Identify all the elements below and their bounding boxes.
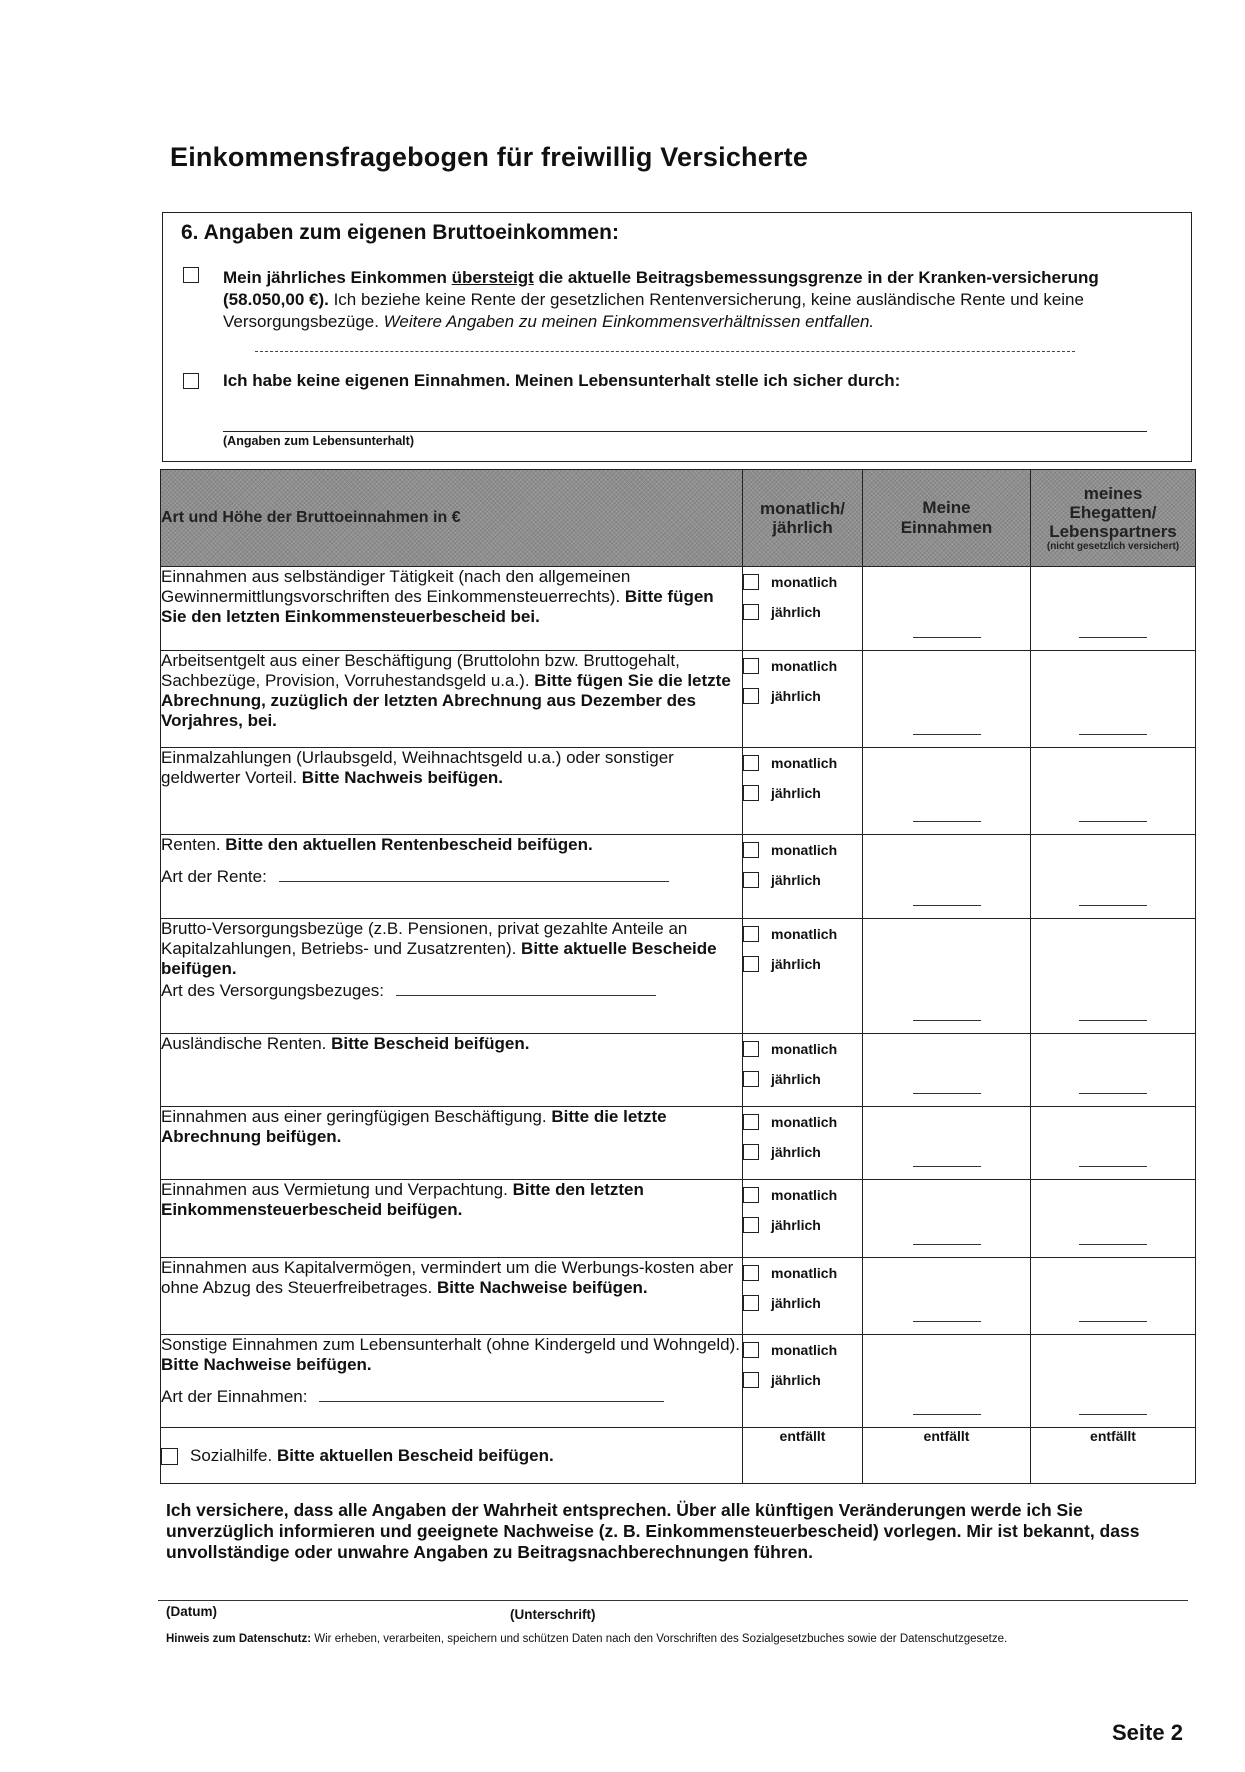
my-income-input-line[interactable] [913, 1321, 981, 1322]
yearly-label: jährlich [771, 1071, 821, 1087]
page-number: Seite 2 [1112, 1720, 1183, 1745]
income-row [161, 1258, 1196, 1335]
date-label: (Datum) [166, 1604, 217, 1619]
income-table [160, 469, 1196, 1484]
spouse-income-input-line[interactable] [1079, 1414, 1147, 1415]
art-label: Art des Versorgungsbezuges: [161, 981, 385, 1000]
spouse-income-cell[interactable] [1031, 1180, 1196, 1258]
monthly-checkbox[interactable] [743, 1342, 759, 1358]
lebensunterhalt-input-line[interactable] [223, 431, 1147, 432]
monthly-checkbox[interactable] [743, 755, 759, 771]
art-input-line[interactable] [279, 865, 669, 882]
spouse-income-cell[interactable] [1031, 1335, 1196, 1428]
yearly-label: jährlich [771, 1372, 821, 1388]
period-cell [743, 919, 863, 1034]
sozialhilfe-row [161, 1428, 1196, 1484]
yearly-label: jährlich [771, 785, 821, 801]
privacy-notice: Hinweis zum Datenschutz: Wir erheben, verarbeiten, speichern und schützen Daten nach den Vorschriften des Sozialgesetzbuches sowie der Datenschutzgesetze. [166, 1633, 1008, 1645]
monthly-checkbox[interactable] [743, 926, 759, 942]
spouse-income-input-line[interactable] [1079, 1244, 1147, 1245]
dashed-separator [255, 351, 1075, 352]
period-cell [743, 1107, 863, 1180]
monthly-label: monatlich [771, 842, 838, 858]
my-income-cell[interactable] [863, 1034, 1031, 1107]
yearly-checkbox[interactable] [743, 872, 759, 888]
spouse-income-cell[interactable] [1031, 1034, 1196, 1107]
monthly-label: monatlich [771, 755, 838, 771]
period-cell [743, 748, 863, 835]
income-type-description: Einnahmen aus Vermietung und Verpachtung. Bitte den letzten Einkommensteuerbescheid beifügen. [161, 1180, 743, 1258]
spouse-income-input-line[interactable] [1079, 905, 1147, 906]
art-label: Art der Rente: [161, 867, 267, 886]
spouse-income-input-line[interactable] [1079, 1321, 1147, 1322]
period-cell [743, 651, 863, 748]
income-row [161, 1335, 1196, 1428]
yearly-checkbox[interactable] [743, 956, 759, 972]
my-income-input-line[interactable] [913, 821, 981, 822]
monthly-checkbox[interactable] [743, 1187, 759, 1203]
my-income-cell[interactable] [863, 1258, 1031, 1335]
my-income-cell[interactable] [863, 1107, 1031, 1180]
monthly-checkbox[interactable] [743, 1114, 759, 1130]
income-row [161, 835, 1196, 919]
yearly-checkbox[interactable] [743, 1071, 759, 1087]
monthly-label: monatlich [771, 658, 838, 674]
income-exceeds-limit-checkbox[interactable] [183, 267, 199, 283]
income-type-description: Ausländische Renten. Bitte Bescheid beifügen. [161, 1034, 743, 1107]
monthly-checkbox[interactable] [743, 842, 759, 858]
header-my-income: Meine Einnahmen [863, 470, 1031, 567]
my-income-input-line[interactable] [913, 1093, 981, 1094]
income-type-description: Arbeitsentgelt aus einer Beschäftigung (Bruttolohn bzw. Bruttogehalt, Sachbezüge, Provision, Vorruhestandsgeld u.a.). Bitte fügen Sie die letzte Abrechnung, zuzüglich der letzten Abrechnung aus Dezember des Vorjahres, bei. [161, 651, 743, 748]
my-income-input-line[interactable] [913, 1166, 981, 1167]
yearly-label: jährlich [771, 1144, 821, 1160]
income-type-description: Einnahmen aus selbständiger Tätigkeit (nach den allgemeinen Gewinnermittlungsvorschriften des Einkommensteuerrechts). Bitte fügen Sie den letzten Einkommensteuerbescheid bei. [161, 567, 743, 651]
my-income-cell[interactable] [863, 651, 1031, 748]
signature-line[interactable] [158, 1600, 1188, 1601]
spouse-income-cell[interactable] [1031, 748, 1196, 835]
yearly-label: jährlich [771, 688, 821, 704]
income-row [161, 651, 1196, 748]
yearly-label: jährlich [771, 604, 821, 620]
period-cell [743, 1258, 863, 1335]
my-income-input-line[interactable] [913, 637, 981, 638]
income-row [161, 1180, 1196, 1258]
art-input-line[interactable] [396, 979, 656, 996]
spouse-income-input-line[interactable] [1079, 637, 1147, 638]
monthly-checkbox[interactable] [743, 1265, 759, 1281]
my-income-cell[interactable] [863, 835, 1031, 919]
monthly-label: monatlich [771, 926, 838, 942]
monthly-label: monatlich [771, 1114, 838, 1130]
my-income-cell[interactable] [863, 748, 1031, 835]
period-cell [743, 1335, 863, 1428]
monthly-label: monatlich [771, 1265, 838, 1281]
income-row [161, 1034, 1196, 1107]
income-type-description: Brutto-Versorgungsbezüge (z.B. Pensionen, privat gezahlte Anteile an Kapitalzahlungen, Betriebs- und Zusatzrenten). Bitte aktuelle Bescheide beifügen. Art des Versorgungsbezuges: [161, 919, 743, 1034]
my-income-entfaellt: entfällt [863, 1428, 1031, 1484]
spouse-income-input-line[interactable] [1079, 821, 1147, 822]
yearly-label: jährlich [771, 956, 821, 972]
section-6-heading: 6. Angaben zum eigenen Bruttoeinkommen: [181, 221, 619, 244]
sozialhilfe-description: Sozialhilfe. Bitte aktuellen Bescheid beifügen. [161, 1428, 743, 1484]
spouse-income-cell[interactable] [1031, 651, 1196, 748]
income-type-description: Renten. Bitte den aktuellen Rentenbescheid beifügen. Art der Rente: [161, 835, 743, 919]
spouse-income-input-line[interactable] [1079, 1093, 1147, 1094]
yearly-checkbox[interactable] [743, 1372, 759, 1388]
yearly-label: jährlich [771, 872, 821, 888]
monthly-checkbox[interactable] [743, 574, 759, 590]
header-period: monatlich/ jährlich [743, 470, 863, 567]
spouse-income-input-line[interactable] [1079, 734, 1147, 735]
yearly-checkbox[interactable] [743, 1217, 759, 1233]
sozialhilfe-checkbox[interactable] [161, 1448, 178, 1465]
monthly-label: monatlich [771, 1041, 838, 1057]
my-income-cell[interactable] [863, 919, 1031, 1034]
my-income-input-line[interactable] [913, 734, 981, 735]
monthly-label: monatlich [771, 574, 838, 590]
yearly-checkbox[interactable] [743, 1144, 759, 1160]
spouse-income-cell[interactable] [1031, 567, 1196, 651]
income-row [161, 748, 1196, 835]
my-income-input-line[interactable] [913, 1244, 981, 1245]
income-type-description: Einnahmen aus einer geringfügigen Beschäftigung. Bitte die letzte Abrechnung beifügen. [161, 1107, 743, 1180]
monthly-checkbox[interactable] [743, 1041, 759, 1057]
my-income-input-line[interactable] [913, 905, 981, 906]
spouse-income-entfaellt: entfällt [1031, 1428, 1196, 1484]
header-description: Art und Höhe der Bruttoeinnahmen in € [161, 470, 743, 567]
no-income-label: Ich habe keine eigenen Einnahmen. Meinen Lebensunterhalt stelle ich sicher durch: [223, 371, 901, 390]
form-title: Einkommensfragebogen für freiwillig Versicherte [170, 142, 809, 172]
spouse-income-cell[interactable] [1031, 835, 1196, 919]
spouse-income-cell[interactable] [1031, 1258, 1196, 1335]
income-type-description: Einmalzahlungen (Urlaubsgeld, Weihnachtsgeld u.a.) oder sonstiger geldwerter Vorteil. Bitte Nachweis beifügen. [161, 748, 743, 835]
monthly-checkbox[interactable] [743, 658, 759, 674]
period-cell [743, 1180, 863, 1258]
income-row [161, 919, 1196, 1034]
header-spouse-income: meines Ehegatten/ Lebenspartners (nicht gesetzlich versichert) [1031, 470, 1196, 567]
yearly-checkbox[interactable] [743, 688, 759, 704]
yearly-checkbox[interactable] [743, 785, 759, 801]
my-income-input-line[interactable] [913, 1414, 981, 1415]
yearly-label: jährlich [771, 1295, 821, 1311]
yearly-label: jährlich [771, 1217, 821, 1233]
period-cell [743, 835, 863, 919]
yearly-checkbox[interactable] [743, 604, 759, 620]
period-entfaellt: entfällt [743, 1428, 863, 1484]
income-row [161, 567, 1196, 651]
section-6-box [162, 212, 1192, 462]
spouse-income-cell[interactable] [1031, 919, 1196, 1034]
no-income-checkbox[interactable] [183, 373, 199, 389]
spouse-income-input-line[interactable] [1079, 1166, 1147, 1167]
spouse-income-input-line[interactable] [1079, 1020, 1147, 1021]
period-cell [743, 567, 863, 651]
period-cell [743, 1034, 863, 1107]
income-type-description: Einnahmen aus Kapitalvermögen, vermindert um die Werbungs-kosten aber ohne Abzug des Steuerfreibetrages. Bitte Nachweise beifügen. [161, 1258, 743, 1335]
lebensunterhalt-label: (Angaben zum Lebensunterhalt) [223, 434, 414, 448]
declaration-text: Ich versichere, dass alle Angaben der Wahrheit entsprechen. Über alle künftigen Veränderungen werde ich Sie unverzüglich informieren und geeignete Nachweise (z. B. Einkommensteuerbescheid) vorlegen. Mir ist bekannt, dass unvollständige oder unwahre Angaben zu Beitragsnachberechnungen führen. [166, 1500, 1140, 1562]
my-income-cell[interactable] [863, 567, 1031, 651]
monthly-label: monatlich [771, 1342, 838, 1358]
income-exceeds-limit-label: Mein jährliches Einkommen übersteigt die aktuelle Beitragsbemessungsgrenze in der Kranken-versicherung (58.050,00 €). Ich beziehe keine Rente der gesetzlichen Rentenversicherung, keine ausländische Rente und keine Versorgungsbezüge. Weitere Angaben zu meinen Einkommensverhältnissen entfallen. [223, 268, 1099, 331]
art-label: Art der Einnahmen: [161, 1387, 308, 1406]
monthly-label: monatlich [771, 1187, 838, 1203]
income-type-description: Sonstige Einnahmen zum Lebensunterhalt (ohne Kindergeld und Wohngeld). Bitte Nachweise beifügen. Art der Einnahmen: [161, 1335, 743, 1428]
yearly-checkbox[interactable] [743, 1295, 759, 1311]
art-input-line[interactable] [319, 1385, 664, 1402]
signature-label: (Unterschrift) [510, 1607, 596, 1622]
my-income-cell[interactable] [863, 1180, 1031, 1258]
spouse-income-cell[interactable] [1031, 1107, 1196, 1180]
income-row [161, 1107, 1196, 1180]
my-income-cell[interactable] [863, 1335, 1031, 1428]
my-income-input-line[interactable] [913, 1020, 981, 1021]
